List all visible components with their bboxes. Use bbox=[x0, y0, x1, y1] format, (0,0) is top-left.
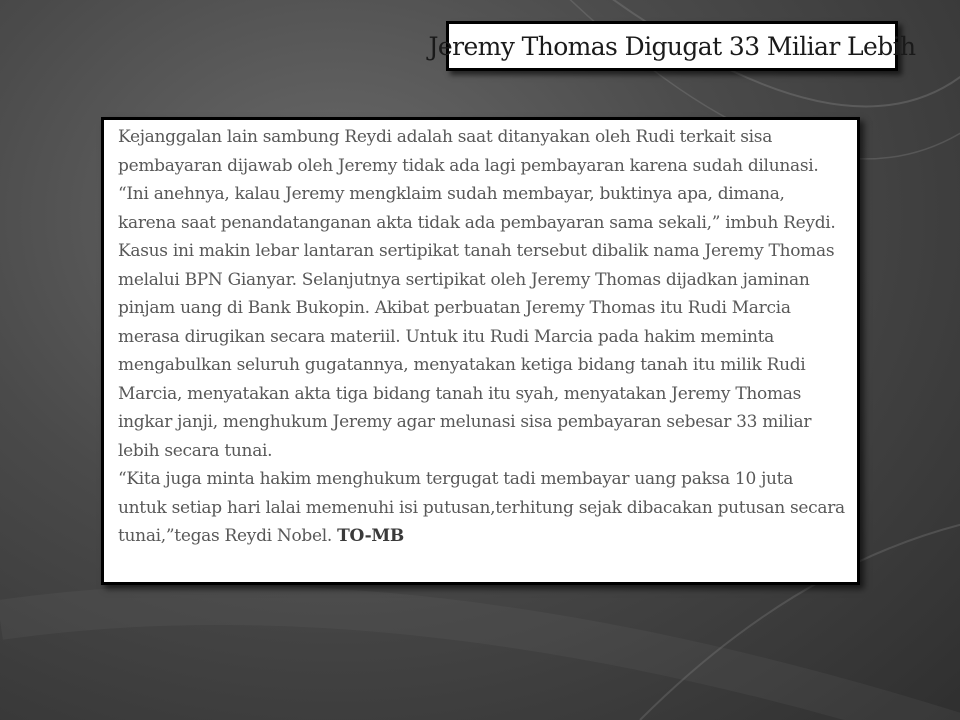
slide-title-box bbox=[428, 21, 916, 71]
article-paragraph-2: Kasus ini makin lebar lantaran sertipikat tanah tersebut dibalik nama Jeremy Thomas melalui BPN Gianyar. Selanjutnya sertipikat oleh Jeremy Thomas dijadkan jaminan pinjam uang di Bank Bukopin. Akibat perbuatan Jeremy Thomas itu Rudi Marcia merasa dirugikan secara materiil. Untuk itu Rudi Marcia pada hakim meminta mengabulkan seluruh gugatannya, menyatakan ketiga bidang tanah itu milik Rudi Marcia, menyatakan akta tiga bidang tanah itu syah, menyatakan Jeremy Thomas ingkar janji, menghukum Jeremy agar melunasi sisa pembayaran sebesar 33 miliar lebih secara tunai. bbox=[118, 241, 835, 461]
article-paragraph-1: Kejanggalan lain sambung Reydi adalah saat ditanyakan oleh Rudi terkait sisa pembayaran dijawab oleh Jeremy tidak ada lagi pembayaran karena sudah dilunasi. “Ini anehnya, kalau Jeremy mengklaim sudah membayar, buktinya apa, dimana, karena saat penandatanganan akta tidak ada pembayaran sama sekali,” imbuh Reydi. bbox=[118, 127, 836, 233]
slide-title: Jeremy Thomas Digugat 33 Miliar Lebih bbox=[428, 31, 916, 61]
article-paragraph-3-text: “Kita juga minta hakim menghukum tergugat tadi membayar uang paksa 10 juta untuk setiap hari lalai memenuhi isi putusan,terhitung sejak dibacakan putusan secara tunai,”tegas Reydi Nobel. bbox=[118, 469, 845, 546]
article-text-box bbox=[101, 117, 860, 585]
author-signature: TO-MB bbox=[337, 526, 404, 546]
article-paragraph-3 bbox=[118, 465, 845, 551]
